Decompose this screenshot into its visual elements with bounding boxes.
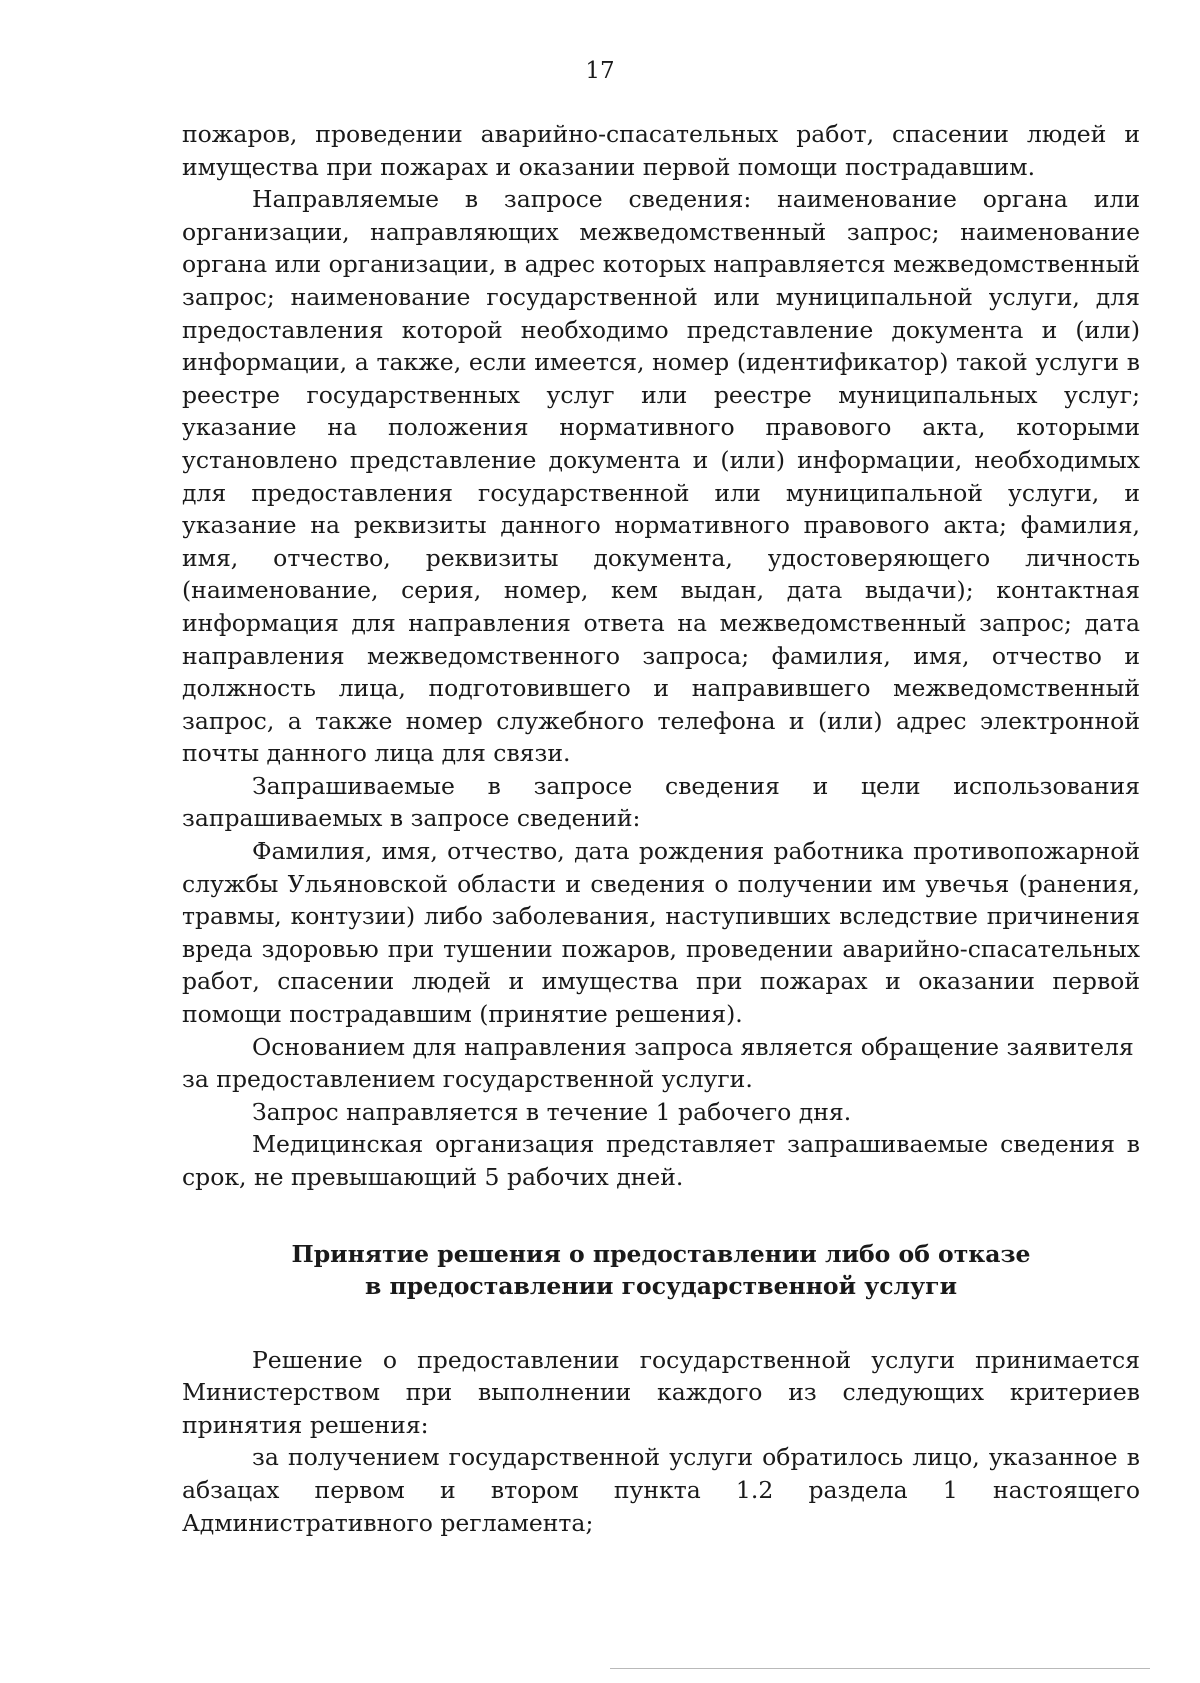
paragraph-worker-info: Фамилия, имя, отчество, дата рождения работника противопожарной службы Ульяновской области и сведения о получении им увечья (ранения, травмы, контузии) либо заболевания, наступивших вследствие причинения вреда здоровью при тушении пожаров, проведении аварийно-спасательных работ, спасении людей и имущества при пожарах и оказании первой помощи пострадавшим (принятие решения). bbox=[182, 837, 1140, 1029]
paragraph-continuation: пожаров, проведении аварийно-спасательных работ, спасении людей и имущества при пожарах и оказании первой помощи пострадавшим. bbox=[182, 120, 1140, 181]
section-heading-line-1: Принятие решения о предоставлении либо об отказе bbox=[291, 1239, 1031, 1268]
paragraph-request-data: Направляемые в запросе сведения: наименование органа или организации, направляющих межведомственный запрос; наименование органа или организации, в адрес которых направляется межведомственный запрос; наименование государственной или муниципальной услуги, для предоставления которой необходимо представление документа и (или) информации, а также, если имеется, номер (идентификатор) такой услуги в реестре государственных услуг или реестре муниципальных услуг; указание на положения нормативного правового акта, которыми установлено представление документа и (или) информации, необходимых для предоставления государственной или муниципальной услуги, и указание на реквизиты данного нормативного правового акта; фамилия, имя, отчество, реквизиты документа, удостоверяющего личность (наименование, серия, номер, кем выдан, дата выдачи); контактная информация для направления ответа на межведомственный запрос; дата направления межведомственного запроса; фамилия, имя, отчество и должность лица, подготовившего и направившего межведомственный запрос, а также номер служебного телефона и (или) адрес электронной почты данного лица для связи. bbox=[182, 185, 1140, 768]
paragraph-request-basis: Основанием для направления запроса является обращение заявителя bbox=[252, 1032, 1134, 1061]
section-heading bbox=[182, 1238, 1140, 1302]
paragraph-request-basis-continuation: за предоставлением государственной услуги. bbox=[182, 1065, 753, 1094]
paragraph-criteria-1: за получением государственной услуги обратилось лицо, указанное в абзацах первом и втором пункта 1.2 раздела 1 настоящего Административного регламента; bbox=[182, 1443, 1140, 1537]
paragraph-decision: Решение о предоставлении государственной услуги принимается Министерством при выполнении каждого из следующих критериев принятия решения: bbox=[182, 1345, 1140, 1439]
paragraph-request-deadline: Запрос направляется в течение 1 рабочего дня. bbox=[252, 1097, 852, 1126]
page-number: 17 bbox=[585, 58, 615, 84]
paragraph-response-deadline: Медицинская организация представляет запрашиваемые сведения в срок, не превышающий 5 рабочих дней. bbox=[182, 1130, 1140, 1191]
section-heading-line-2: в предоставлении государственной услуги bbox=[365, 1271, 957, 1300]
document-body bbox=[182, 118, 1140, 1539]
paragraph-requested-info: Запрашиваемые в запросе сведения и цели использования запрашиваемых в запросе сведений: bbox=[182, 771, 1140, 833]
footer-rule bbox=[610, 1668, 1150, 1669]
